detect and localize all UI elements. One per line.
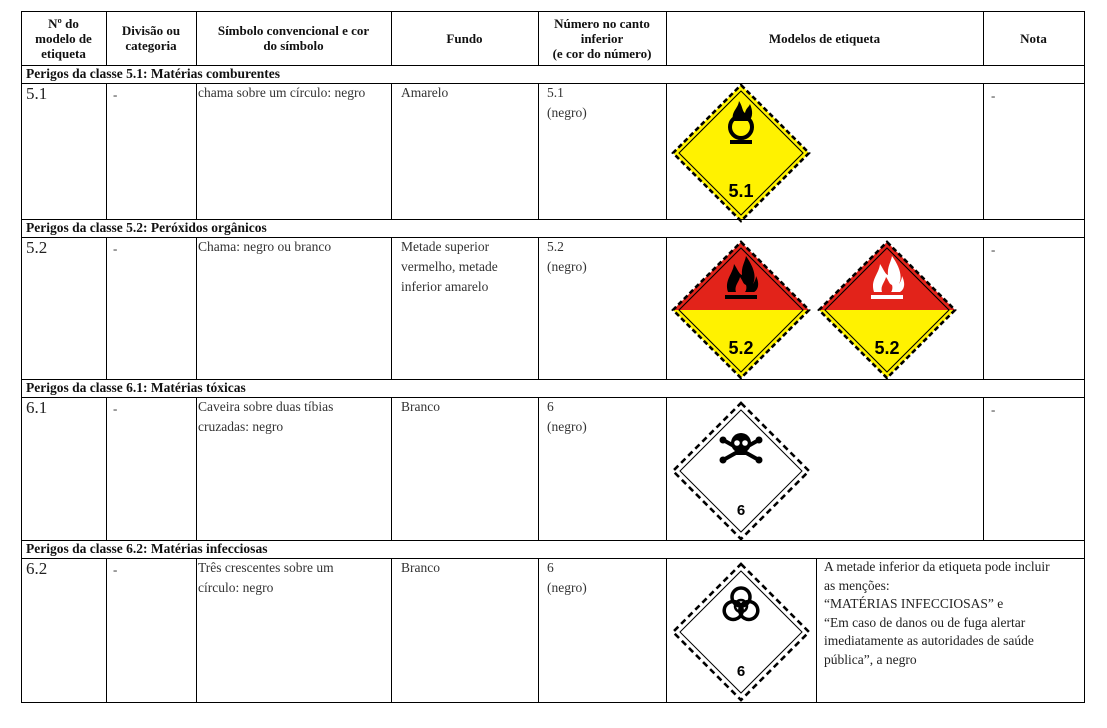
division-value: -: [113, 87, 118, 102]
table-column-rule: [196, 11, 197, 66]
text-line: -: [991, 88, 996, 103]
placard-top-half: [673, 564, 809, 632]
text-line: (negro): [547, 419, 587, 434]
table-rule: [21, 702, 1084, 703]
text-line: Amarelo: [401, 85, 449, 100]
text-line: etiqueta: [41, 45, 86, 61]
symbol-description: [198, 83, 388, 103]
text-line: Metade superior: [401, 239, 490, 254]
placard-class-number: 5.2: [728, 338, 754, 358]
label-number: 6.1: [26, 398, 48, 417]
text-line: vermelho, metade: [401, 259, 498, 274]
table-column-rule: [538, 558, 539, 702]
text-line: cruzadas: negro: [198, 419, 284, 434]
corner-number: [547, 397, 587, 437]
text-line: (negro): [547, 580, 587, 595]
table-column-rule: [666, 83, 667, 220]
table-column-rule: [983, 11, 984, 66]
text-line: 5.2: [547, 239, 564, 254]
note-cell: [991, 86, 995, 106]
text-line: modelo de: [35, 30, 92, 46]
hazard-placard: [669, 560, 813, 704]
placard-class-number: 5.1: [728, 181, 754, 201]
text-line: Símbolo convencional e cor: [217, 23, 370, 38]
symbol-description: [198, 558, 388, 598]
text-line: Nº do: [48, 15, 79, 31]
text-line: -: [991, 242, 996, 257]
text-line: Branco: [401, 399, 440, 414]
table-column-rule: [666, 558, 667, 702]
text-line: as menções:: [824, 577, 890, 593]
table-column-rule: [196, 237, 197, 380]
text-line: (negro): [547, 105, 587, 120]
symbol-description: [198, 397, 388, 437]
table-column-rule: [196, 83, 197, 220]
text-line: inferior amarelo: [401, 279, 489, 294]
text-line: 5.1: [547, 85, 564, 100]
text-line: -: [991, 402, 996, 417]
section-title: Perigos da classe 6.2: Matérias infecciosas: [26, 541, 268, 556]
background-description: [401, 397, 536, 417]
text-line: Número no canto: [554, 15, 650, 31]
background-description: [401, 237, 536, 297]
table-column-rule: [983, 83, 984, 220]
text-line: Caveira sobre duas tíbias: [198, 399, 334, 414]
table-column-rule: [1084, 11, 1085, 703]
text-line: “Em caso de danos ou de fuga alertar: [824, 614, 1026, 630]
text-line: categoria: [125, 38, 177, 53]
table-column-rule: [391, 558, 392, 702]
text-line: Divisão ou: [121, 23, 181, 38]
text-line: inferior: [580, 30, 624, 46]
table-column-rule: [538, 237, 539, 380]
table-column-rule: [196, 558, 197, 702]
table-column-rule: [391, 397, 392, 541]
table-column-rule: [538, 83, 539, 220]
division-value: -: [113, 241, 118, 256]
table-column-rule: [196, 397, 197, 541]
text-line: Chama: negro ou branco: [198, 239, 332, 254]
section-title: Perigos da classe 5.2: Peróxidos orgânicos: [26, 220, 267, 235]
text-line: imediatamente as autoridades de saúde: [824, 633, 1034, 648]
text-line: A metade inferior da etiqueta pode incluir: [824, 559, 1050, 574]
note-cell: [991, 400, 995, 420]
table-column-rule: [666, 237, 667, 380]
hazard-placard: [669, 81, 813, 225]
column-header-7: Nota: [1020, 30, 1047, 46]
text-line: Branco: [401, 560, 440, 575]
table-column-rule: [666, 397, 667, 541]
corner-number: [547, 237, 587, 277]
division-value: -: [113, 562, 118, 577]
table-column-rule: [538, 397, 539, 541]
text-line: Três crescentes sobre um: [198, 560, 334, 575]
text-line: 6: [547, 399, 554, 414]
table-column-rule: [391, 11, 392, 66]
table-column-rule: [21, 11, 22, 703]
placard-class-number: 5.2: [874, 338, 900, 358]
table-column-rule: [106, 237, 107, 380]
table-column-rule: [106, 397, 107, 541]
column-header-1: [21, 11, 106, 65]
division-value: -: [113, 401, 118, 416]
column-header-4: Fundo: [446, 30, 483, 46]
note-cell: [824, 558, 1050, 669]
table-column-rule: [106, 11, 107, 66]
text-line: (negro): [547, 259, 587, 274]
table-column-rule: [666, 11, 667, 66]
symbol-description: [198, 237, 388, 257]
text-line: (e cor do número): [552, 45, 652, 61]
table-column-rule: [983, 397, 984, 541]
label-number: 5.2: [26, 238, 48, 257]
column-header-5: [538, 11, 666, 65]
text-line: do símbolo: [263, 38, 324, 53]
hazard-placard: [815, 238, 959, 382]
text-line: “MATÉRIAS INFECCIOSAS” e: [824, 596, 1004, 611]
table-column-rule: [391, 237, 392, 380]
text-line: pública”, a negro: [824, 651, 917, 667]
table-column-rule: [391, 83, 392, 220]
placard-class-number: 6: [736, 501, 746, 519]
note-cell: [991, 240, 995, 260]
background-description: [401, 558, 536, 578]
column-header-2: [106, 11, 196, 65]
text-line: chama sobre um círculo: negro: [198, 85, 366, 100]
table-column-rule: [106, 83, 107, 220]
background-description: [401, 83, 536, 103]
section-title: Perigos da classe 5.1: Matérias comburentes: [26, 66, 280, 81]
corner-number: [547, 83, 587, 123]
table-column-rule: [106, 558, 107, 702]
table-column-rule: [816, 558, 817, 702]
hazard-placard: [669, 238, 813, 382]
label-number: 5.1: [26, 84, 48, 103]
text-line: círculo: negro: [198, 580, 274, 595]
table-column-rule: [538, 11, 539, 66]
column-header-6: Modelos de etiqueta: [768, 30, 881, 46]
hazard-placard: [669, 399, 813, 543]
corner-number: [547, 558, 587, 598]
placard-class-number: 6: [736, 662, 746, 680]
column-header-3: [196, 11, 391, 65]
label-number: 6.2: [26, 559, 48, 578]
text-line: 6: [547, 560, 554, 575]
dangerous-goods-label-table: [21, 11, 1084, 703]
table-column-rule: [983, 237, 984, 380]
section-title: Perigos da classe 6.1: Matérias tóxicas: [26, 380, 246, 395]
